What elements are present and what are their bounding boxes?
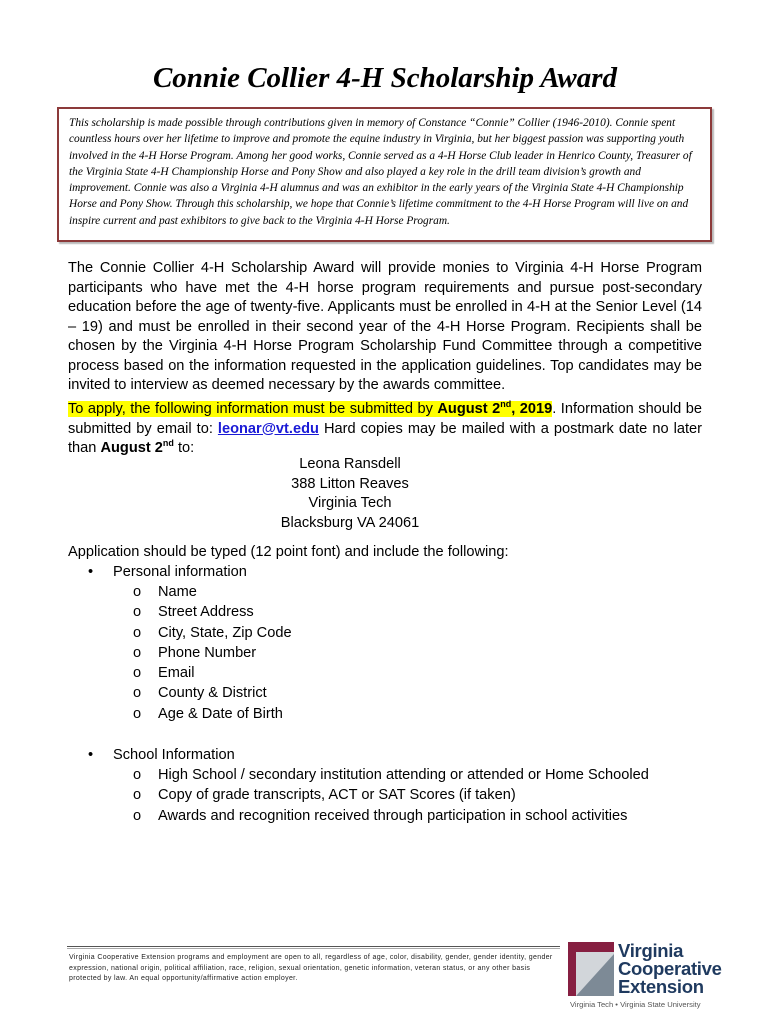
logo-text-cooperative: Cooperative <box>618 958 722 979</box>
memorial-box <box>57 107 712 242</box>
address-city: Blacksburg VA 24061 <box>280 514 420 531</box>
apply-email-lead: . Information should be submitted by email to: <box>68 401 702 437</box>
logo-text-extension: Extension <box>618 976 704 997</box>
bullet-icon: • <box>88 564 94 580</box>
logo-text-virginia: Virginia <box>618 940 684 961</box>
list-item <box>68 643 708 663</box>
footer-divider-secondary <box>67 948 560 949</box>
apply-lead-text: To apply, the following information must be submitted by <box>68 401 438 417</box>
deadline-date: August 2nd, 2019 <box>437 399 553 417</box>
list-item <box>68 704 708 724</box>
sub-bullet-icon: o <box>133 604 142 621</box>
sub-bullet-icon: o <box>133 624 142 641</box>
apply-paragraph <box>68 400 702 459</box>
personal-info-heading: Personal information <box>113 564 247 580</box>
address-org: Virginia Tech <box>308 495 392 511</box>
list-item <box>68 582 708 602</box>
list-item <box>68 785 708 805</box>
list-item-label: County & District <box>158 685 267 702</box>
postmark-deadline: August 2nd <box>100 438 174 456</box>
list-item-label: Phone Number <box>158 644 257 661</box>
list-item-label: Street Address <box>158 604 254 621</box>
list-item-label: Age & Date of Birth <box>158 705 283 722</box>
list-item-label: Awards and recognition received through participation in school activities <box>158 807 628 824</box>
list-item <box>68 683 708 703</box>
sub-bullet-icon: o <box>133 787 142 804</box>
list-item-label: Copy of grade transcripts, ACT or SAT Scores (if taken) <box>158 787 516 804</box>
instructions-text: Application should be typed (12 point font) and include the following: <box>68 544 509 560</box>
email-link[interactable]: leonar@vt.edu <box>217 420 319 437</box>
mailing-address <box>200 455 500 533</box>
memorial-text: This scholarship is made possible through contributions given in memory of Constance “Connie” Collier (1946-2010). Connie spent countless hours over her lifetime to improve and promote the equine industry in Virginia, but her biggest passion was supporting youth involved in the 4-H Horse Program. Among her good works, Connie served as a 4-H Horse Club leader in Henrico County, Treasurer of the Virginia State 4-H Championship Horse and Pony Show and also played a key role in the drill team division’s growth and improvement. Connie was also a Virginia 4-H alumnus and was an exhibitor in the early years of the Virginia State 4-H Championship Horse and Pony Show. Through this scholarship, we hope that Connie’s lifetime commitment to the 4-H Horse Program will live on and inspire current and past exhibitors to give back to the Virginia 4-H Horse Program. <box>69 117 692 227</box>
apply-mail-text: Hard copies may be mailed with a postmark date no later than <box>68 420 702 456</box>
list-item-label: Email <box>158 665 195 682</box>
list-item <box>68 602 708 622</box>
list-item <box>68 623 708 643</box>
list-item <box>68 663 708 683</box>
apply-end-text: to: <box>173 440 195 456</box>
school-info-heading: School Information <box>113 747 235 763</box>
address-street: 388 Litton Reaves <box>291 475 409 492</box>
list-item-label: Name <box>158 584 197 600</box>
sub-bullet-icon: o <box>133 644 142 661</box>
list-item-label: City, State, Zip Code <box>158 624 292 641</box>
address-name: Leona Ransdell <box>299 456 401 472</box>
vce-logo-mark-icon <box>566 940 616 998</box>
footer-disclaimer: Virginia Cooperative Extension programs and employment are open to all, regardless of age, color, disability, gender, gender identity, gender expression, national origin, political affiliation, race, religion, sexual orientation, genetic information, veteran status, or any other basis protected by law. An equal opportunity/affirmative action employer. <box>69 954 553 982</box>
list-heading-row <box>68 562 708 582</box>
logo-tagline: Virginia Tech • Virginia State University <box>570 1000 701 1009</box>
list-heading-row <box>68 745 708 765</box>
highlighted-text <box>68 401 552 417</box>
sub-bullet-icon: o <box>133 807 142 824</box>
school-info-list <box>68 745 708 826</box>
intro-paragraph: The Connie Collier 4-H Scholarship Award will provide monies to Virginia 4-H Horse Program participants who have met the 4-H horse program requirements and pursue post-secondary education before the age of twenty-five. Applicants must be enrolled in 4-H at the Senior Level (14 – 19) and must be enrolled in their second year of the 4-H Horse Program. Recipients shall be chosen by the Virginia 4-H Horse Program Scholarship Fund Committee through a competitive process based on the information requested in the application guidelines. Top candidates may be invited to interview as deemed necessary by the awards committee. <box>68 260 702 393</box>
personal-info-list <box>68 562 708 724</box>
list-item-label: High School / secondary institution attending or attended or Home Schooled <box>158 767 649 783</box>
sub-bullet-icon: o <box>133 665 142 682</box>
list-item <box>68 806 708 826</box>
sub-bullet-icon: o <box>133 705 142 722</box>
bullet-icon: • <box>88 747 94 763</box>
vce-logo <box>566 940 726 1020</box>
sub-bullet-icon: o <box>133 767 142 783</box>
sub-bullet-icon: o <box>133 685 142 702</box>
page-title: Connie Collier 4-H Scholarship Award <box>152 62 618 94</box>
sub-bullet-icon: o <box>133 584 142 600</box>
footer-divider <box>67 946 560 947</box>
list-item <box>68 765 708 785</box>
